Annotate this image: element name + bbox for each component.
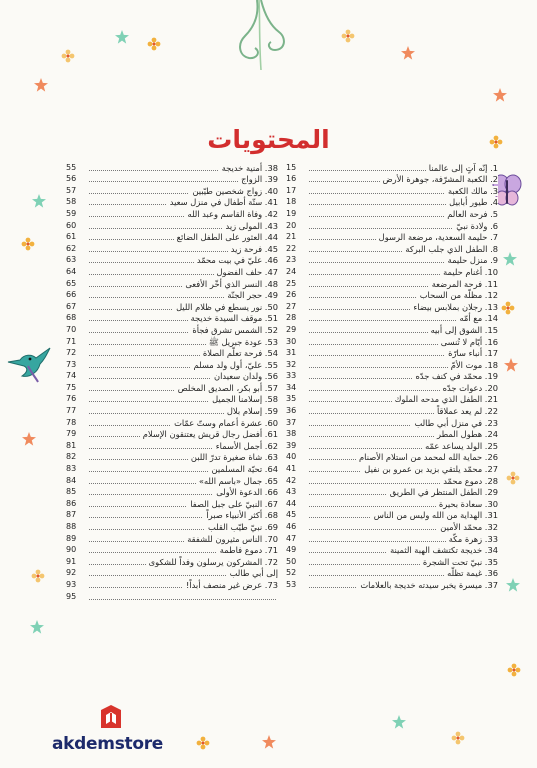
toc-entry-page-number: 21 [286,232,308,242]
toc-entry-title: 63. شاة صغيرة تدرّ اللبن [188,452,278,462]
toc-entry [66,196,278,208]
star-icon [392,715,406,729]
toc-entry-page-number: 75 [66,383,88,393]
toc-entry-title: 2. الكعبة المشرّفة، جوهرة الأرض [380,174,498,184]
toc-entry-page-number: 79 [66,429,88,439]
toc-entry [286,265,498,277]
toc-entry-page-number: 62 [66,244,88,254]
toc-entry-page-number: 23 [286,255,308,265]
toc-entry-page-number: 67 [66,302,88,312]
toc-entry-page-number: 30 [286,337,308,347]
toc-entry-title: 57. أبو بكر، الصديق المخلص [175,383,278,393]
toc-entry-title: 62. أجمل الأسماء [213,441,278,451]
toc-entry [286,358,498,370]
toc-entry-title: 51. موقف السيدة خديجة [188,313,278,323]
toc-entry-page-number: 87 [66,510,88,520]
toc-entry [66,451,278,463]
toc-entry [286,509,498,521]
flower-icon [340,28,356,44]
toc-entry [286,219,498,231]
toc-entry [66,381,278,393]
toc-entry [286,335,498,347]
toc-entry-title: 18. موت الأمّ [448,360,498,370]
toc-entry-title: 4. طيور أبابيل [446,197,498,207]
toc-entry [286,381,498,393]
toc-entry-page-number: 81 [66,441,88,451]
toc-entry-title: 1. إنّه آتٍ إلى عالمنا [426,163,498,173]
vine-ornament-icon [215,0,305,78]
toc-entry-title: 21. الطفل الذي مدحه الملوك [392,394,498,404]
toc-entry [286,462,498,474]
page-title: المحتويات [207,124,330,154]
toc-entry [286,300,498,312]
toc-entry [66,578,278,590]
toc-entry-page-number: 38 [286,429,308,439]
toc-entry [66,532,278,544]
toc-entry-title: 64. تحيّة المسلمين [209,464,279,474]
toc-entry-title: 26. حماية الله لمحمد من استلام الأصنام [356,452,498,462]
toc-entry-title: 35. نبيّ تحت الشجرة [420,557,498,567]
toc-entry-page-number: 53 [286,580,308,590]
toc-entry [66,289,278,301]
toc-entry-page-number: 83 [66,464,88,474]
toc-entry [286,289,498,301]
toc-entry-page-number: 46 [286,522,308,532]
toc-entry-page-number: 95 [66,592,88,602]
toc-entry-page-number: 44 [286,499,308,509]
toc-entry [286,439,498,451]
toc-entry-title: 68. أكثر الأنبياء صبراً [203,510,278,520]
toc-entry [286,323,498,335]
toc-entry [286,544,498,556]
toc-entry [286,231,498,243]
flower-icon [500,300,516,316]
toc-entry-page-number: 77 [66,406,88,416]
toc-entry-title: 65. جمال «باسم الله» [196,476,278,486]
flower-icon [506,662,522,678]
toc-entry-page-number: 47 [286,534,308,544]
toc-entry-page-number: 27 [286,302,308,312]
toc-entry-title: 24. هطول المطر [434,429,498,439]
toc-entry-title: 12. مظلّة من السحاب [417,290,498,300]
toc-entry [66,590,278,602]
toc-entry [66,474,278,486]
star-icon [401,46,415,60]
toc-entry-title: 73. عرض غير منصف أبداً! [183,580,278,590]
toc-entry-title: 14. مع أمّه [456,313,498,323]
toc-entry-page-number: 31 [286,348,308,358]
toc-entry-page-number: 63 [66,255,88,265]
toc-entry [66,277,278,289]
toc-entry-title: 42. وفاة القاسم وعبد الله [185,209,278,219]
flower-icon [60,48,76,64]
toc-entry-title: 29. الطفل المنتظر في الطريق [387,487,498,497]
toc-entry-title: 41. ستّة أطفال في منزل سعيد [167,197,278,207]
toc-entry-page-number: 22 [286,244,308,254]
star-icon [506,578,520,592]
toc-entry-page-number: 59 [66,209,88,219]
toc-entry [66,347,278,359]
toc-entry-page-number: 41 [286,464,308,474]
toc-entry-page-number: 76 [66,394,88,404]
toc-entry [66,207,278,219]
toc-entry-title: 55. عليّ، أول ولد مسلم [191,360,278,370]
toc-entry [286,578,498,590]
toc-entry-page-number: 84 [66,476,88,486]
toc-entry-page-number: 74 [66,371,88,381]
toc-entry [66,544,278,556]
toc-entry-page-number: 88 [66,522,88,532]
toc-entry-title: 38. أمنية خديجة [219,163,278,173]
toc-entry-page-number: 90 [66,545,88,555]
toc-entry [66,231,278,243]
toc-entry-page-number: 17 [286,186,308,196]
toc-entry-page-number: 57 [66,186,88,196]
toc-entry [286,497,498,509]
star-icon [32,194,46,208]
toc-entry-page-number: 28 [286,313,308,323]
toc-entry-page-number: 15 [286,163,308,173]
toc-entry-title: 22. لم يعد عملاقاً [434,406,498,416]
toc-entry [286,520,498,532]
toc-entry-title: 6. ولادة نبيّ [453,221,498,231]
toc-entry-title: 36. غيمة تظلّه [444,568,498,578]
toc-entry-page-number: 18 [286,197,308,207]
toc-entry [286,347,498,359]
toc-entry-page-number: 37 [286,418,308,428]
toc-entry [66,312,278,324]
toc-entry-title: 17. أنباء سارّة [445,348,498,358]
toc-entry [66,219,278,231]
toc-entry-title: 19. محمّد في كنف جدّه [413,371,498,381]
bird-icon [6,344,54,384]
toc-entry [66,509,278,521]
toc-entry-page-number: 49 [286,545,308,555]
toc-entry-page-number: 92 [66,568,88,578]
toc-column-right [286,161,498,590]
toc-entry [66,242,278,254]
toc-entry [286,451,498,463]
toc-entry-title: 67. النبيّ على جبل الصفا [187,499,278,509]
toc-entry-title: 13. رجلان بملابس بيضاء [410,302,498,312]
toc-entry-title: 49. حجر الجنّة [224,290,278,300]
toc-entry [286,428,498,440]
toc-entry-title: 7. حليمة السعدية، مرضعة الرسول [376,232,498,242]
toc-entry [286,184,498,196]
toc-entry [66,486,278,498]
toc-entry-page-number: 73 [66,360,88,370]
toc-entry [286,196,498,208]
toc-entry-title: 8. الطفل الذي جلب البركة [402,244,498,254]
toc-entry-page-number: 52 [286,568,308,578]
flower-icon [450,730,466,746]
toc-entry [286,254,498,266]
toc-entry-title: 70. الناس مثيرون للشفقة [184,534,278,544]
toc-entry-page-number: 66 [66,290,88,300]
toc-entry [286,161,498,173]
toc-entry-page-number: 60 [66,221,88,231]
star-icon [22,432,36,446]
toc-entry-title: 66. الدعوة الأولى [213,487,278,497]
toc-entry-title: 59. إسلام بلال [224,406,278,416]
toc-entry [286,207,498,219]
toc-entry [286,173,498,185]
toc-entry-page-number: 71 [66,337,88,347]
toc-entry-page-number: 19 [286,209,308,219]
toc-entry-page-number: 78 [66,418,88,428]
toc-entry [66,323,278,335]
toc-entry-title: 44. العثور على الطفل الضائع [174,232,278,242]
toc-entry [286,555,498,567]
flower-icon [505,470,521,486]
toc-entry-title: إلى أبي طالب [227,568,278,578]
toc-entry-title: 32. محمّد الأمين [437,522,498,532]
toc-entry-page-number: 36 [286,406,308,416]
flower-icon [195,735,211,751]
toc-entry [66,370,278,382]
toc-entry-title: 56. ولدان سعيدان [211,371,278,381]
toc-entry-title: 5. فرحة العالم [444,209,498,219]
toc-entry-page-number: 24 [286,267,308,277]
toc-entry-page-number: 39 [286,441,308,451]
toc-entry-page-number: 70 [66,325,88,335]
flower-icon [20,236,36,252]
toc-entry-title: 45. فرحة زيد [228,244,278,254]
star-icon [503,252,517,266]
toc-entry [66,497,278,509]
toc-entry-page-number: 26 [286,290,308,300]
toc-entry-title: 48. النسر الذي أخّر الأفعى [182,279,278,289]
toc-entry [66,555,278,567]
toc-entry-title: 69. نبيّ طيّب القلب [205,522,278,532]
star-icon [34,78,48,92]
toc-entry-page-number: 29 [286,325,308,335]
toc-entry-page-number: 82 [66,452,88,462]
toc-entry-title: 28. دموع محمّد [440,476,498,486]
toc-entry [66,161,278,173]
toc-entry-page-number: 65 [66,279,88,289]
toc-entry [66,173,278,185]
star-icon [115,30,129,44]
toc-entry-title: 23. في منزل أبي طالب [411,418,498,428]
star-icon [504,358,518,372]
toc-entry-page-number: 32 [286,360,308,370]
toc-entry-title: 39. الزواج [238,174,278,184]
toc-entry-title: 10. أغنام حليمة [440,267,498,277]
toc-entry-title: 43. المولى زيد [222,221,278,231]
toc-entry-page-number: 93 [66,580,88,590]
toc-entry-title: 11. فرحة المرضعة [429,279,498,289]
toc-entry-page-number: 89 [66,534,88,544]
toc-entry [66,300,278,312]
toc-entry-page-number: 25 [286,279,308,289]
toc-entry [66,393,278,405]
toc-entry [66,520,278,532]
toc-entry [66,335,278,347]
toc-entry [66,254,278,266]
toc-entry [286,486,498,498]
toc-entry-title: 9. منزل حليمة [445,255,498,265]
toc-entry [66,439,278,451]
toc-entry-page-number: 35 [286,394,308,404]
toc-entry-title: 58. إسلامنا الجميل [209,394,278,404]
toc-entry [286,277,498,289]
toc-entry-title: 40. زواج شخصين طيّبين [189,186,278,196]
toc-entry-title: 3. مالك الكعبة [445,186,498,196]
toc-entry-title: 61. أفضل رجال قريش يعتنقون الإسلام [140,429,278,439]
toc-entry-page-number: 50 [286,557,308,567]
toc-entry-title: 46. عليّ في بيت محمّد [194,255,278,265]
publisher-logo-icon [98,702,124,730]
toc-entry [66,265,278,277]
toc-entry-page-number: 86 [66,499,88,509]
toc-entry-page-number: 16 [286,174,308,184]
toc-entry-page-number: 56 [66,174,88,184]
star-icon [30,620,44,634]
toc-entry-title: 60. عشرة أعمام وستّ عمّات [171,418,278,428]
toc-entry [286,242,498,254]
toc-entry-page-number: 34 [286,383,308,393]
publisher-logo-text: akdemstore [52,734,164,754]
toc-entry [286,393,498,405]
toc-entry-title: 20. دعوات جدّه [440,383,498,393]
toc-entry-page-number: 72 [66,348,88,358]
toc-entry [66,428,278,440]
toc-entry-title: 71. دموع فاطمة [217,545,278,555]
toc-entry-title: 33. زهرة مكّة [446,534,498,544]
toc-entry [66,416,278,428]
toc-entry-page-number: 33 [286,371,308,381]
toc-entry-title: 72. المشركون يرسلون وفداً للشكوى [146,557,278,567]
toc-entry [286,532,498,544]
toc-entry [66,462,278,474]
toc-entry [66,184,278,196]
toc-entry-title: 50. نور يسطع في ظلام الليل [173,302,278,312]
toc-entry-title: 27. محمّد يلتقي بزيد بن عمرو بن نفيل [361,464,498,474]
star-icon [493,88,507,102]
toc-entry-title: 25. الولد يساعد عمّه [422,441,498,451]
toc-entry-page-number: 42 [286,476,308,486]
toc-entry-page-number: 20 [286,221,308,231]
toc-entry-title: 16. أيّام لا تُنسى [438,337,498,347]
toc-entry-title: 37. ميسرة يخبر سيدته خديجة بالعلامات [357,580,498,590]
toc-entry [286,312,498,324]
toc-entry [286,404,498,416]
toc-entry-page-number: 68 [66,313,88,323]
toc-entry-page-number: 91 [66,557,88,567]
toc-column-left [66,161,278,602]
star-icon [262,735,276,749]
toc-entry-title: 47. حلف الفضول [214,267,278,277]
toc-entry-title: 54. فرحة تعلّم الصلاة [200,348,278,358]
flower-icon [146,36,162,52]
toc-entry-page-number: 64 [66,267,88,277]
toc-entry-title: 15. الشوق إلى أبيه [428,325,498,335]
flower-icon [30,568,46,584]
toc-entry-title: 31. الهداية من الله وليس من الناس [371,510,498,520]
toc-entry-page-number: 43 [286,487,308,497]
toc-entry-page-number: 58 [66,197,88,207]
toc-entry-title: 53. عودة جبريل ﷺ [206,337,278,347]
toc-entry [286,567,498,579]
toc-entry-title: 30. سعادة بحيرة [436,499,498,509]
toc-entry [66,404,278,416]
toc-entry-page-number: 61 [66,232,88,242]
toc-entry-title: 52. الشمس تشرق فجأة [189,325,278,335]
toc-entry [286,416,498,428]
toc-entry [286,370,498,382]
toc-entry [66,358,278,370]
toc-entry [286,474,498,486]
toc-entry-page-number: 45 [286,510,308,520]
toc-entry-page-number: 85 [66,487,88,497]
toc-entry-page-number: 40 [286,452,308,462]
toc-entry-title: 34. خديجة تكتشف الهبة الثمينة [387,545,498,555]
toc-entry-page-number: 55 [66,163,88,173]
toc-entry [66,567,278,579]
